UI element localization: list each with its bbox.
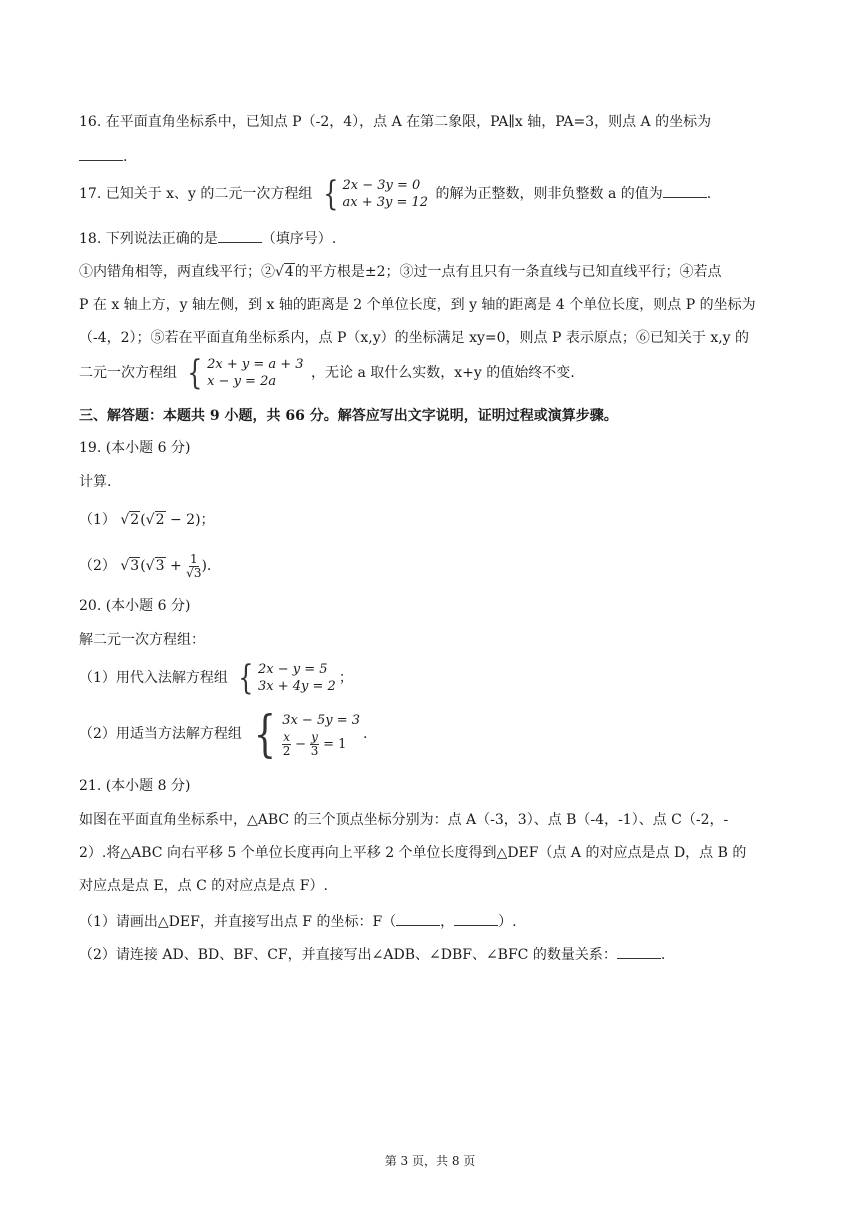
q17-line: 17. 已知关于 x、y 的二元一次方程组 { 2x − 3y = 0 ax + 3y = 12 的解为正整数，则非负整数 a 的值为 . xyxy=(79,174,712,214)
q19-head: 19. (本小题 6 分) xyxy=(79,440,191,456)
q18-stem: 18. 下列说法正确的是 （填序号）. xyxy=(79,228,336,249)
q20-intro: 解二元一次方程组： xyxy=(79,632,205,648)
q16-line1: 16. 在平面直角坐标系中，已知点 P（-2，4），点 A 在第二象限，PA∥x 轴，PA=3，则点 A 的坐标为 xyxy=(79,114,712,130)
answer-blank xyxy=(396,911,440,926)
section-heading: 三、解答题：本题共 9 小题，共 66 分。解答应写出文字说明，证明过程或演算步骤。 xyxy=(79,408,618,424)
q21-line3: 对应点是点 E，点 C 的对应点是点 F）. xyxy=(79,878,328,894)
answer-blank xyxy=(454,911,498,926)
q21-part2: （2）请连接 AD、BD、BF、CF，并直接写出∠ADB、∠DBF、∠BFC 的数量关系： . xyxy=(79,944,665,965)
q21-part1: （1）请画出△DEF，并直接写出点 F 的坐标：F（ ， ）. xyxy=(79,911,517,932)
q19-expression2: √3(√3 + $\frac{1}{√3}$ ) xyxy=(120,551,207,580)
q20-part2: （2）用适当方法解方程组 { 3x − 5y = 3 $\frac{x}{2}$ − $\frac{y}{3}$ = 1 . xyxy=(79,705,368,763)
q17-equation-system: { 2x − 3y = 0 ax + 3y = 12 xyxy=(323,174,429,214)
q21-line1: 如图在平面直角坐标系中，△ABC 的三个顶点坐标分别为：点 A（-3，3）、点 B（-4，-1）、点 C（-2，- xyxy=(79,812,729,828)
q20-part1: （1）用代入法解方程组 { 2x − y = 5 3x + 4y = 2 ； xyxy=(79,658,353,698)
q20-equation-system2: { 3x − 5y = 3 $\frac{x}{2}$ − $\frac{y}{3}$ = 1 xyxy=(254,705,360,763)
sqrt-expression: √4 xyxy=(275,264,294,280)
q19-part2: （2） √3(√3 + $\frac{1}{√3}$ ). xyxy=(79,551,212,580)
answer-blank xyxy=(617,944,661,959)
answer-blank xyxy=(218,228,262,243)
q18-line2: P 在 x 轴上方，y 轴左侧，到 x 轴的距离是 2 个单位长度，到 y 轴的距离是 4 个单位长度，则点 P 的坐标为 xyxy=(79,297,756,313)
page-footer: 第 3 页，共 8 页 xyxy=(384,1154,476,1168)
q18-equation-system: { 2x + y = a + 3 x − y = 2a xyxy=(187,353,304,393)
q20-equation-system1: { 2x − y = 5 3x + 4y = 2 xyxy=(238,658,336,698)
answer-blank xyxy=(79,146,123,161)
q21-head: 21. (本小题 8 分) xyxy=(79,778,191,794)
q18-line4: 二元一次方程组 { 2x + y = a + 3 x − y = 2a ，无论 a 取什么实数，x+y 的值始终不变. xyxy=(79,353,575,393)
q21-line2: 2）.将△ABC 向右平移 5 个单位长度再向上平移 2 个单位长度得到△DEF（点 A 的对应点是点 D，点 B 的 xyxy=(79,845,747,861)
q16-line2: . xyxy=(79,146,127,167)
q18-line1: ①内错角相等，两直线平行；②√4的平方根是±2；③过一点有且只有一条直线与已知直线平行；④若点 xyxy=(79,264,722,280)
q19-part1: （1） √2(√2 − 2)； xyxy=(79,512,215,528)
q19-intro: 计算. xyxy=(79,474,112,490)
q20-head: 20. (本小题 6 分) xyxy=(79,598,191,614)
q18-line3: （-4，2）；⑤若在平面直角坐标系内，点 P（x,y）的坐标满足 xy=0，则点 P 表示原点；⑥已知关于 x,y 的 xyxy=(79,330,750,346)
q19-expression1: √2(√2 − 2) xyxy=(120,512,201,528)
answer-blank xyxy=(663,183,707,198)
